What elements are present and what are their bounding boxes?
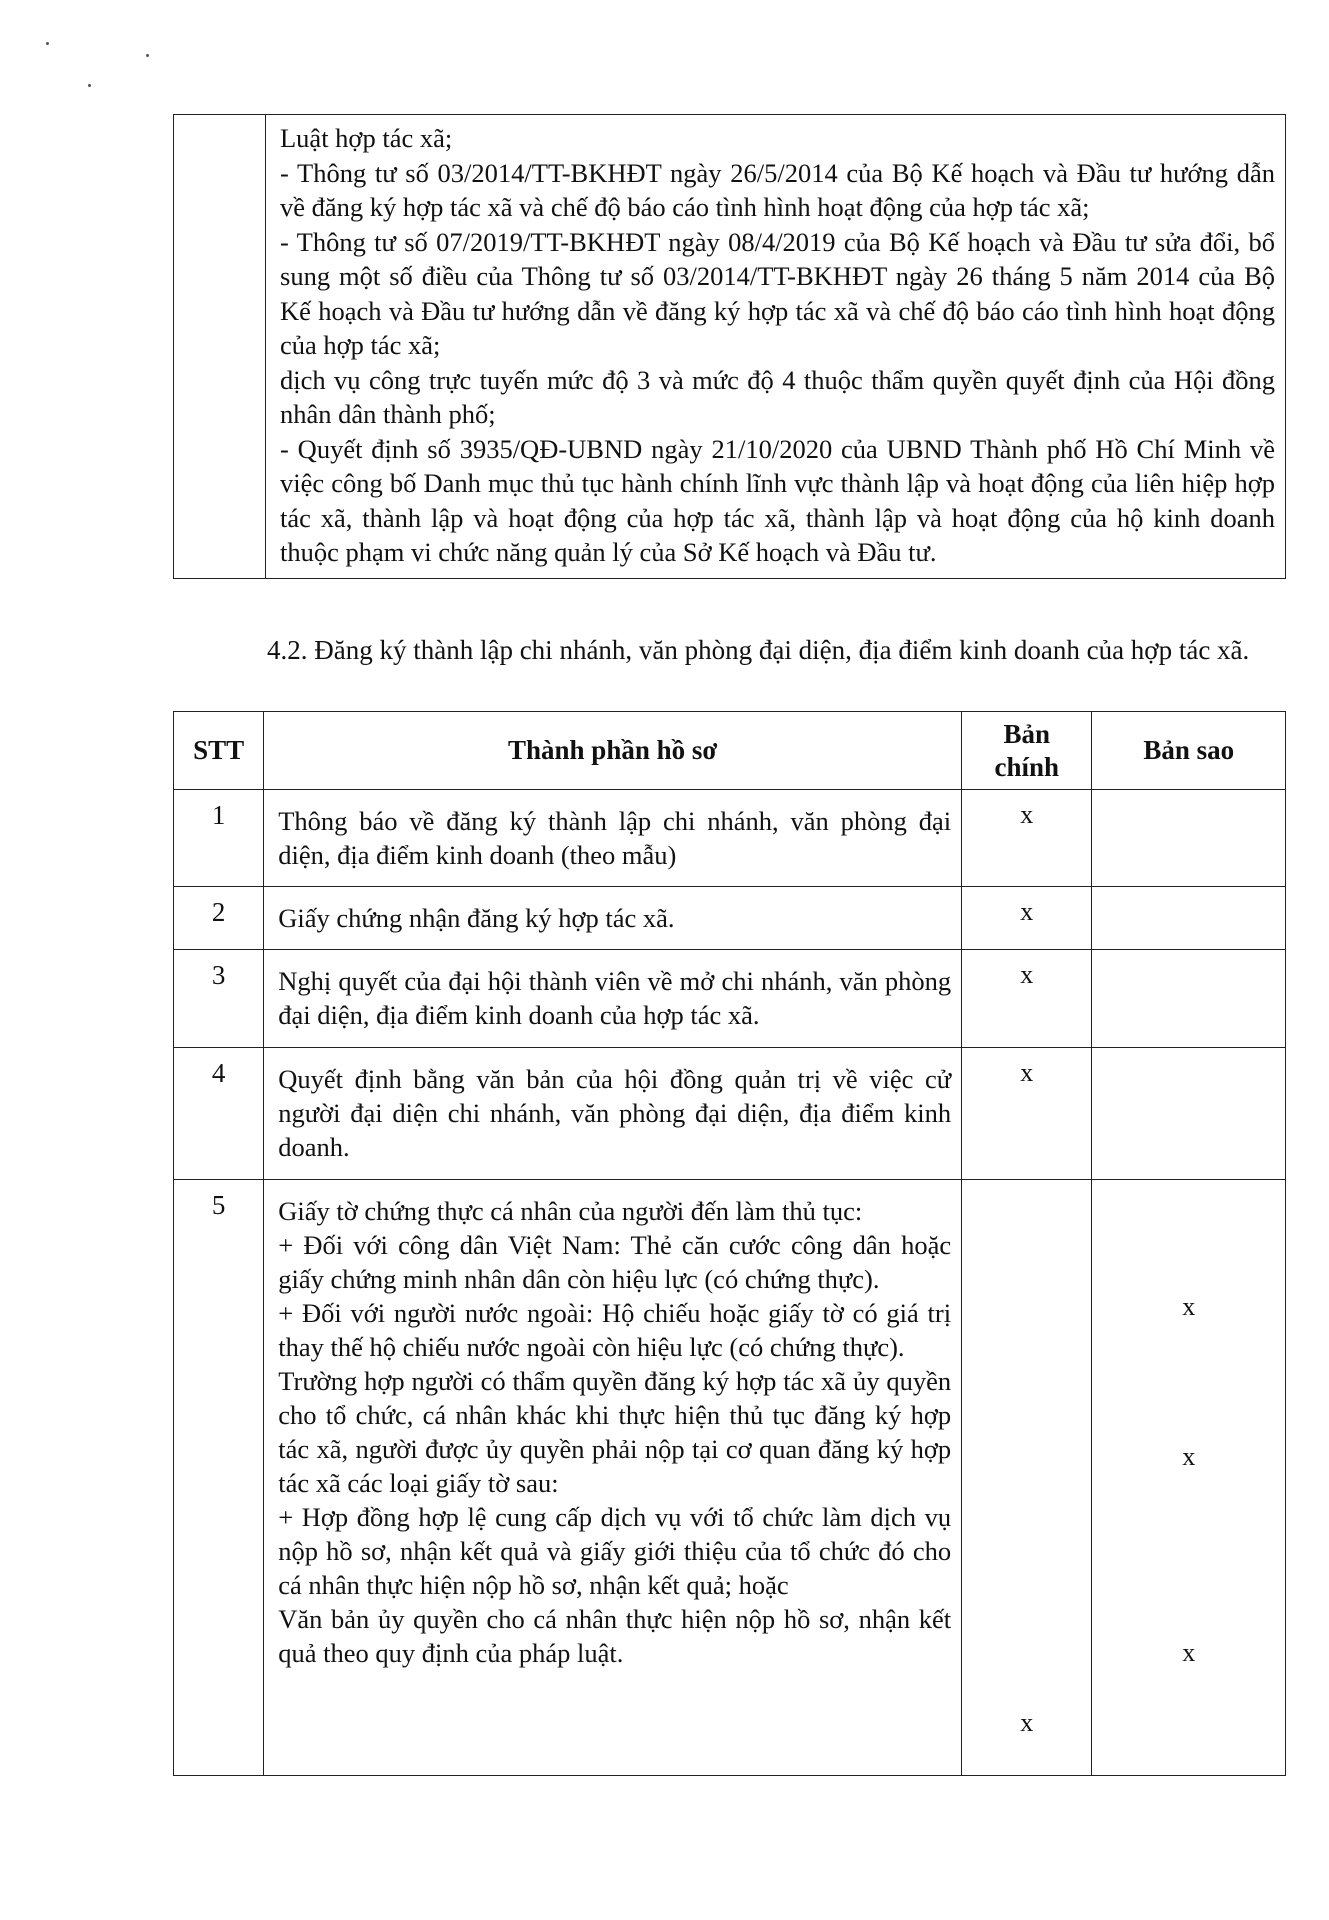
row-copy-cell (1092, 1180, 1286, 1776)
table-row (174, 950, 1286, 1048)
row-copy-mark: x (1182, 1442, 1196, 1471)
document-paragraph: + Hợp đồng hợp lệ cung cấp dịch vụ với tổ chức làm dịch vụ nộp hồ sơ, nhận kết quả và giấy giới thiệu của tổ chức đó cho cá nhân thực hiện nộp hồ sơ, nhận kết quả; hoặc (278, 1502, 952, 1600)
row-document: Thông báo về đăng ký thành lập chi nhánh, văn phòng đại diện, địa điểm kinh doanh (theo mẫu) (264, 790, 962, 887)
legal-basis-line: dịch vụ công trực tuyến mức độ 3 và mức độ 4 thuộc thẩm quyền quyết định của Hội đồng nhân dân thành phố; (280, 364, 1275, 429)
legal-basis-line: - Thông tư số 07/2019/TT-BKHĐT ngày 08/4/2019 của Bộ Kế hoạch và Đầu tư sửa đổi, bổ sung một số điều của Thông tư số 03/2014/TT-BKHĐT ngày 26 tháng 5 năm 2014 của Bộ Kế hoạch và Đầu tư hướng dẫn về đăng ký hợp tác xã và chế độ báo cáo tình hình hoạt động của hợp tác xã; (280, 226, 1275, 360)
row-copy-mark: x (1182, 1638, 1196, 1667)
table-row (174, 1180, 1286, 1776)
empty-cell (174, 115, 266, 579)
document-paragraph: + Đối với người nước ngoài: Hộ chiếu hoặc giấy tờ có giá trị thay thế hộ chiếu nước ngoài còn hiệu lực (có chứng thực). (278, 1298, 952, 1362)
row-copy-mark (1092, 790, 1286, 887)
table-row (174, 790, 1286, 887)
legal-basis-cell (266, 115, 1286, 579)
row-document: Nghị quyết của đại hội thành viên về mở chi nhánh, văn phòng đại diện, địa điểm kinh doanh của hợp tác xã. (264, 950, 962, 1048)
row-copy-mark: x (1182, 1292, 1196, 1321)
row-copy-mark (1092, 950, 1286, 1048)
scan-speck (146, 54, 149, 57)
row-stt: 1 (174, 790, 264, 887)
table-header-row (174, 712, 1286, 790)
legal-basis-table (173, 114, 1286, 579)
document-paragraph: Trường hợp người có thẩm quyền đăng ký hợp tác xã ủy quyền cho tổ chức, cá nhân khác khi thực hiện thủ tục đăng ký hợp tác xã, người được ủy quyền phải nộp tại cơ quan đăng ký hợp tác xã các loại giấy tờ sau: (278, 1366, 952, 1498)
row-stt: 2 (174, 887, 264, 950)
section-heading: 4.2. Đăng ký thành lập chi nhánh, văn phòng đại diện, địa điểm kinh doanh của hợp tác xã. (267, 635, 1250, 665)
document-paragraph: + Đối với công dân Việt Nam: Thẻ căn cước công dân hoặc giấy chứng minh nhân dân còn hiệu lực (có chứng thực). (278, 1230, 952, 1294)
legal-basis-line: - Thông tư số 03/2014/TT-BKHĐT ngày 26/5/2014 của Bộ Kế hoạch và Đầu tư hướng dẫn về đăng ký hợp tác xã và chế độ báo cáo tình hình hoạt động của hợp tác xã; (280, 157, 1275, 222)
documents-table (173, 711, 1286, 1776)
table-row (174, 1048, 1286, 1180)
header-original: Bản chính (962, 712, 1092, 790)
row-copy-mark (1092, 1048, 1286, 1180)
header-stt: STT (174, 712, 264, 790)
row-original-cell (962, 1180, 1092, 1776)
legal-basis-line: - Quyết định số 3935/QĐ-UBND ngày 21/10/2020 của UBND Thành phố Hồ Chí Minh về việc công bố Danh mục thủ tục hành chính lĩnh vực thành lập và hoạt động của liên hiệp hợp tác xã, thành lập và hoạt động của hợp tác xã, thành lập và hoạt động của hộ kinh doanh thuộc phạm vi chức năng quản lý của Sở Kế hoạch và Đầu tư. (280, 433, 1275, 567)
row-original-mark: x (962, 950, 1092, 1048)
scan-speck (88, 84, 91, 87)
document-paragraph: Văn bản ủy quyền cho cá nhân thực hiện nộp hồ sơ, nhận kết quả theo quy định của pháp luật. (278, 1604, 952, 1668)
row-document: Quyết định bằng văn bản của hội đồng quản trị về việc cử người đại diện chi nhánh, văn phòng đại diện, địa điểm kinh doanh. (264, 1048, 962, 1180)
header-copy: Bản sao (1092, 712, 1286, 790)
row-document (264, 1180, 962, 1776)
legal-basis-line: Luật hợp tác xã; (280, 123, 453, 153)
row-original-mark: x (962, 790, 1092, 887)
row-document: Giấy chứng nhận đăng ký hợp tác xã. (264, 887, 962, 950)
row-original-mark: x (962, 887, 1092, 950)
scan-speck (46, 42, 49, 45)
table-row (174, 887, 1286, 950)
row-stt: 4 (174, 1048, 264, 1180)
row-copy-mark (1092, 887, 1286, 950)
row-original-mark: x (962, 1048, 1092, 1180)
row-stt: 3 (174, 950, 264, 1048)
document-paragraph: Giấy tờ chứng thực cá nhân của người đến làm thủ tục: (278, 1196, 863, 1226)
legal-basis-row (174, 115, 1286, 579)
header-document: Thành phần hồ sơ (264, 712, 962, 790)
row-stt: 5 (174, 1180, 264, 1776)
row-original-mark: x (1020, 1708, 1034, 1737)
